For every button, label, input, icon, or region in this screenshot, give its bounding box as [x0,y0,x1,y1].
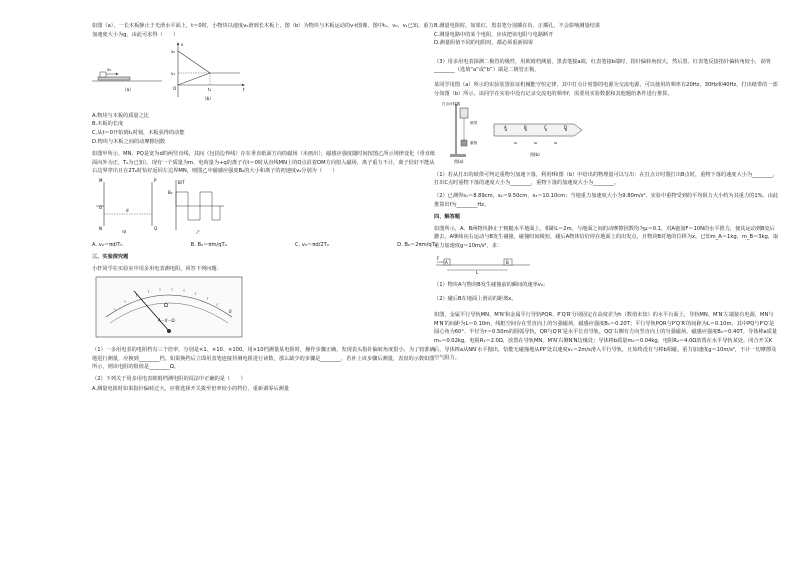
question-magnetic-text: 如图甲所示，MN、PQ是宽为d的两竖直线，其间（包括边界线）存在垂直纸面方向的磁场（未画出），磁感应强度随时间按图乙所示规律变化（垂直纸面向外为正，T₀为已知）。现有一个质量为m、电荷量为+q的离子在t＝0时从直线MN上的O点沿着OM方向射入磁场，离子重力不计，离子恰好不能从右边界穿出且在2T₀时恰好返回左边界MN，则图乙中磁感应强度B₀的大小和离子的初速度v₀分别为（ ） [92,151,436,175]
label-F: F [437,255,440,261]
diode-question: （3）用多用电表探测二极管的极性，用欧姆档测量，黑表笔接a端，红表笔接b端时，指针偏转角较大，然后黑、红表笔反接指针偏转角较小，说明________（选填“a”或“b”）端是二极管正极。 [434,58,771,74]
collision-figure [434,253,779,279]
label-Q: Q [154,225,158,231]
energy-experiment-text: 某同学用图（a）所示的实验装置验证机械能守恒定律，其中打点计时器的电源为交流电源，可以使用的频率有20Hz、30Hz和40Hz，打出纸带的一部分如图（b）所示。该同学在实验中没有记录交流电的频率f，需要用实验数据和其他题给条件进行推算。 [434,81,778,97]
multimeter-figure [92,275,437,343]
caption-fig-b: 图(b) [530,152,540,158]
multimeter-option-c: C.测量电路中的某个电阻，应该把该电阻与电路断开 [434,31,554,38]
apparatus-a [442,101,478,164]
tape-s1: s₁ [514,141,518,146]
label-L: L [476,269,479,275]
magnetic-options [92,241,437,250]
caption-a: （a） [122,88,134,94]
caption-fig-a: 图(a) [454,159,464,165]
board-v0-label: v₀ [107,67,111,73]
collision-part1: （1）物块A与物块B发生碰撞前的瞬间的速率v₀； [434,282,549,289]
board-option-c: C.从t＝0开始到t₁时刻，木板获得的动能 [92,129,185,136]
magnetic-figures [92,178,437,238]
energy-part2: （2）已测得s₁＝8.89cm，s₂＝9.50cm，s₃＝10.10cm；当地重力加速度大小为9.80m/s²，实验中重物受到的平均阻力大小约为其重力的1%。由此推算出f为________Hz。 [434,192,779,208]
label-B: B [506,259,509,265]
label-Bt: B/T [178,179,185,185]
tape-s2: s₂ [534,141,538,146]
board-vt-diagram [92,41,437,105]
board-figures [92,41,437,109]
multimeter-intro: 小轩同学在实验室中用多用电表测电阻，回答下列问题： [92,265,222,272]
magnetic-option-c: C. v₀＝πd/2T₀ [294,241,329,248]
caption-jia: 甲 [122,230,127,234]
multimeter-part2-option-a: A.测量电阻时如果指针偏转过大，应将选择开关拨至倍率较小的档位，重新调零后测量 [92,386,290,393]
left-column [92,22,437,396]
tape-B: B [524,125,527,131]
meter-brand: A－V－Ω [158,318,175,324]
field-region-sketch [96,178,157,234]
meter-zero: 0 [229,309,232,315]
label-A: A [445,259,448,265]
label-weight: 重物 [470,141,478,146]
multimeter-part1: （1）一多用电表的电阻档有三个倍率，分别是×1、×10、×100。用×10档测量某电阻时，操作步骤正确，发现表头指针偏转角度很小，为了较准确地进行测量，应换到________档。如果换档后立即用表笔连接待测电阻进行读数，那么缺少的步骤是________，若补上该步骤后测量，表盘的示数如图所示，则该电阻的阻值是________Ω。 [92,346,435,371]
label-B0: B₀ [168,189,173,195]
vt-graph [171,42,245,102]
board-option-a: A.物块与木板的质量之比 [92,112,149,119]
tape-A: A [504,125,507,131]
section-four-heading: 四、解答题 [434,214,460,221]
vt-t-axis: t [243,87,245,93]
tape-C: C [544,125,547,131]
board-option-b: B.木板的长度 [92,121,124,128]
tape-s3: s₃ [554,141,558,146]
magnetic-option-b: B. B₀＝πm/qT₀ [190,241,227,248]
collision-diagram [434,253,779,275]
label-P: P [154,177,157,183]
tape-D: D [564,125,568,131]
magnetic-option-d: D. B₀＝2πm/qT₀ [397,241,437,248]
multimeter-dial [92,275,437,339]
vt-t1: t₁ [208,87,212,93]
collision-part2: （2）碰后B在地面上滑动的距离x。 [434,295,517,302]
label-O: O [99,204,103,210]
tape-b [494,124,582,157]
multimeter-option-b: B.测量电阻时，如果红、黑表笔分别插在负、正插孔，不会影响测量结果 [434,23,601,29]
board-options [92,112,437,146]
energy-part1: （1）若从打出的纸带可判定重物匀加速下落，利用f和图（b）中给出的物理量可以写出：在打点计时器打出B点时，重物下落的速度大小为________，打出C点时重物下落的速度大小为________，重物下落的加速度大小为________。 [434,171,778,187]
meter-ohm-label: Ω [164,303,168,310]
magnetic-diagram [92,178,437,234]
label-N: N [99,225,102,231]
magnetic-option-a: A. v₀＝πd/T₀ [92,241,123,248]
vt-origin: O [173,86,177,92]
question-board-text: 如图（a），一长木板静止于光滑水平面上，t＝0时，小物块以速度v₀滑到长木板上，图（b）为物块与木板运动的v-t图像，图中t₁、v₀、v₁已知，重力加速度大小为g，由此可求得（ ） [92,23,434,38]
section-three-heading: 三、实验探究题 [92,254,129,261]
collision-question: 如图所示，A、B两物块静止于粗糙水平地面上，相距L＝2m，与地面之间的动摩擦因数均为μ＝0.1，对A施加F＝10N的水平推力，使其运动到B处后撤去，A继续向右运动与B发生碰撞，碰撞时间极短，碰后A物体恰好停在地面上的出发点，且物块B对地的位移为x，已知m_A＝1kg，m_B＝3kg，取重力加速度g＝10m/s²，求： [434,225,779,249]
right-column [434,22,779,365]
vt-v0: v₀ [171,49,175,55]
multimeter-part2: （2）下列关于用多用电表欧姆档测电阻的说法中正确的是（ ） [92,375,246,382]
label-timer: 打点计时器 [442,102,460,107]
label-M: M [99,177,103,183]
caption-yi: 乙 [196,230,201,234]
energy-figures [434,100,779,168]
timer-tape-diagram [434,100,779,164]
label-tape: 纸带 [470,121,478,126]
B-t-graph [168,180,224,234]
caption-b: （b） [202,97,214,103]
board-sketch [92,67,162,93]
vt-v1: v₁ [171,71,175,77]
label-d: d [126,207,129,213]
multimeter-option-d: D.测量阻值不同的电阻时，都必须重新调零 [434,40,534,47]
rails-question: 如图，金属平行导轨MN、M′N′和金属平行导轨PQR、P′Q′R′分别固定在高度差为h（数值未知）的水平台面上，导轨MN、M′N′左端接有电源，MN与M′N′的间距为L＝0.10m，线框空间存在竖直向上的匀强磁场，磁感应强度B₁＝0.20T；平行导轨PQR与P′Q′R′的间距为L＝0.10m，其中PQ与P′Q′是圆心角为60°、半径为r＝0.50m的圆弧导轨，QR与Q′R′是水平长直导轨，QQ′右侧有方向竖直向上的匀强磁场，磁感应强度B₂＝0.40T。导体棒a质量m₁＝0.02kg，电阻R₁＝2.0Ω，放置在导轨MN、M′N′右侧N′N边缘处；导体棒b质量m₂＝0.04kg，电阻R₂＝4.0Ω放置在水平导轨某处。闭合开关K后，导体棒a从NN′水平抛出，恰能无碰撞地从PP′处以速度v₁＝2m/s滑入平行导轨，且始终没有与棒b相碰。重力加速度g＝10m/s²，不计一切摩擦及空气阻力。 [434,312,778,362]
board-option-d: D.物块与木板之间的动摩擦因数 [92,138,166,145]
vt-v-axis: v [181,42,184,48]
